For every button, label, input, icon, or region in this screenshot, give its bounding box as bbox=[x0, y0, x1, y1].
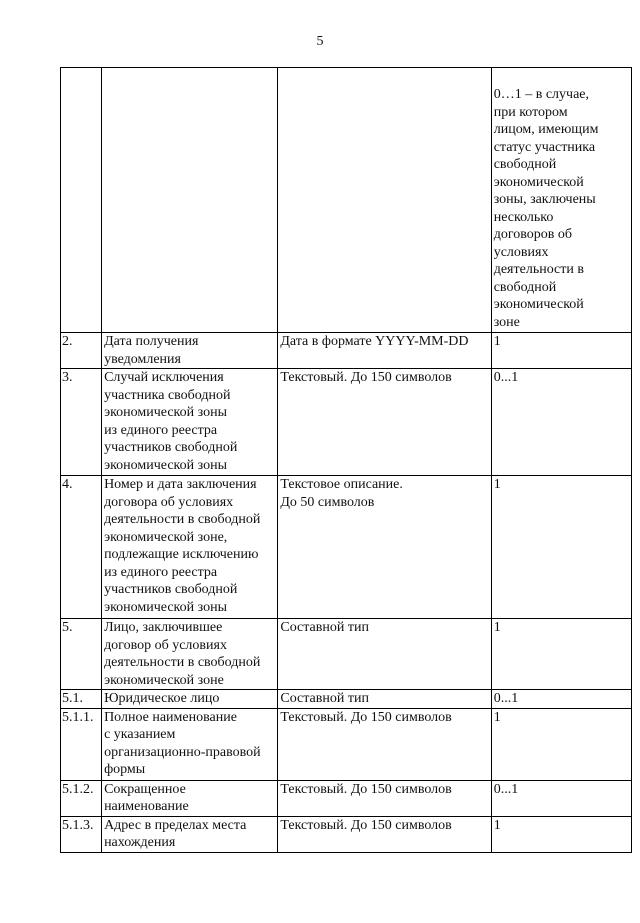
table-row bbox=[61, 816, 632, 852]
row-number-cell: 5.1. bbox=[61, 690, 102, 709]
page-number: 5 bbox=[316, 34, 324, 49]
multiplicity-cell: 1 bbox=[491, 333, 631, 369]
table-row bbox=[61, 619, 632, 690]
format-cell: Составной тип bbox=[278, 619, 491, 690]
row-number-cell: 3. bbox=[61, 369, 102, 476]
requirements-table bbox=[60, 67, 632, 853]
table-row bbox=[61, 708, 632, 780]
table-row bbox=[61, 780, 632, 816]
multiplicity-cell: 1 bbox=[491, 619, 631, 690]
format-cell: Составной тип bbox=[278, 690, 491, 709]
multiplicity-cell: 0...1 bbox=[491, 690, 631, 709]
element-name-cell: Случай исключения участника свободной экономической зоны из единого реестра участников свободной экономической зоны bbox=[102, 369, 278, 476]
table-row bbox=[61, 476, 632, 619]
multiplicity-cell: 0...1 bbox=[491, 780, 631, 816]
format-cell: Текстовое описание. До 50 символов bbox=[278, 476, 491, 619]
table-row bbox=[61, 68, 632, 333]
format-cell: Дата в формате YYYY-MM-DD bbox=[278, 333, 491, 369]
multiplicity-cell: 1 bbox=[491, 476, 631, 619]
element-name-cell: Дата получения уведомления bbox=[102, 333, 278, 369]
row-number-cell: 5.1.3. bbox=[61, 816, 102, 852]
format-cell: Текстовый. До 150 символов bbox=[278, 708, 491, 780]
table-row bbox=[61, 690, 632, 709]
row-number-cell: 4. bbox=[61, 476, 102, 619]
element-name-cell bbox=[102, 68, 278, 333]
multiplicity-cell: 0...1 bbox=[491, 369, 631, 476]
element-name-cell: Лицо, заключившее договор об условиях деятельности в свободной экономической зоне bbox=[102, 619, 278, 690]
format-cell bbox=[278, 68, 491, 333]
multiplicity-cell: 1 bbox=[491, 816, 631, 852]
table-row bbox=[61, 369, 632, 476]
format-cell: Текстовый. До 150 символов bbox=[278, 369, 491, 476]
row-number-cell: 5.1.2. bbox=[61, 780, 102, 816]
multiplicity-cell: 0…1 – в случае, при котором лицом, имеющим статус участника свободной экономической зоны, заключены несколько договоров об условиях деятельности в свободной экономической зоне bbox=[491, 68, 631, 333]
row-number-cell: 5.1.1. bbox=[61, 708, 102, 780]
row-number-cell bbox=[61, 68, 102, 333]
element-name-cell: Полное наименование с указанием организационно-правовой формы bbox=[102, 708, 278, 780]
multiplicity-cell: 1 bbox=[491, 708, 631, 780]
element-name-cell: Адрес в пределах места нахождения bbox=[102, 816, 278, 852]
table-row bbox=[61, 333, 632, 369]
row-number-cell: 5. bbox=[61, 619, 102, 690]
element-name-cell: Юридическое лицо bbox=[102, 690, 278, 709]
format-cell: Текстовый. До 150 символов bbox=[278, 780, 491, 816]
element-name-cell: Номер и дата заключения договора об условиях деятельности в свободной экономической зоне, подлежащие исключению из единого реестра участников свободной экономической зоны bbox=[102, 476, 278, 619]
element-name-cell: Сокращенное наименование bbox=[102, 780, 278, 816]
format-cell: Текстовый. До 150 символов bbox=[278, 816, 491, 852]
row-number-cell: 2. bbox=[61, 333, 102, 369]
